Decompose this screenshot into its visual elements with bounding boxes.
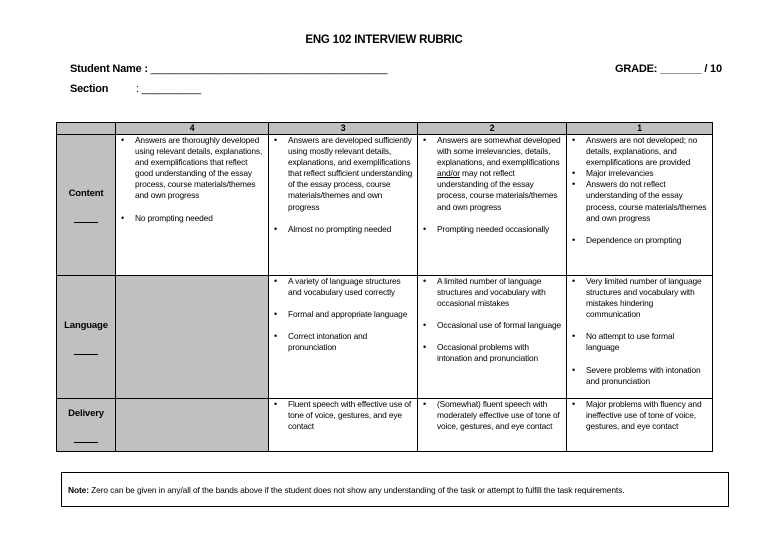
content-band-1-cell: [567, 135, 713, 276]
content-2-item-1-part-a: Answers are somewhat developed with some irrelevancies, details, explanations, and: [437, 135, 561, 168]
note-box: [61, 472, 729, 507]
content-row: [57, 135, 713, 276]
content-1-item-2: • Major irrelevancies: [567, 168, 712, 179]
band-1-header: 1: [567, 123, 713, 135]
note-text: Zero can be given in any/all of the bands above if the student does not show any understanding of the task or attempt to fulfill the task requirements.: [88, 485, 625, 495]
content-3-item-1: • Answers are developed sufficiently using mostly relevant details, explanations, and exemplifications that reflect sufficient understanding of the essay process, course materials/themes and own progress: [269, 135, 417, 213]
language-label: Language: [64, 319, 108, 331]
language-1-item-1: • Very limited number of language structures and vocabulary with mistakes hindering communication: [567, 276, 712, 320]
delivery-band-1-cell: [567, 399, 713, 452]
content-label: Content: [68, 187, 104, 199]
language-band-4-cell: [116, 276, 269, 399]
note-label: Note:: [68, 485, 89, 495]
content-band-2-cell: [418, 135, 567, 276]
delivery-1-item-1: • Major problems with fluency and ineffective use of tone of voice, gestures, and eye contact: [567, 399, 712, 432]
content-1-item-3: • Answers do not reflect understanding of the essay process, course materials/themes and own progress: [567, 179, 712, 223]
content-1-item-4: • Dependence on prompting: [567, 235, 712, 246]
document-title: ENG 102 INTERVIEW RUBRIC: [305, 34, 463, 46]
content-4-item-1: • Answers are thoroughly developed using relevant details, explanations, and exemplifications that reflect good understanding of the essay process, course materials/themes and own progress: [116, 135, 268, 202]
student-name-field: [70, 63, 387, 75]
language-2-item-3: • Occasional problems with intonation and pronunciation: [418, 342, 566, 364]
language-band-3-cell: [269, 276, 418, 399]
content-row-header: [57, 135, 116, 276]
band-2-header: 2: [418, 123, 567, 135]
section-field: [70, 83, 201, 95]
language-band-1-cell: [567, 276, 713, 399]
content-score-blank: [74, 222, 98, 223]
language-row-header: [57, 276, 116, 399]
content-3-item-2: • Almost no prompting needed: [269, 224, 417, 235]
language-row: [57, 276, 713, 399]
section-label: Section: [70, 83, 109, 95]
language-1-item-2: • No attempt to use formal language: [567, 331, 712, 353]
language-3-item-3: • Correct intonation and pronunciation: [269, 331, 417, 353]
band-4-header: 4: [116, 123, 269, 135]
section-blank: : __________: [136, 83, 201, 95]
delivery-band-2-cell: [418, 399, 567, 452]
content-band-4-cell: [116, 135, 269, 276]
content-2-item-1-part-c: may not reflect understanding of the essay process, course materials/themes and own progress: [437, 168, 558, 212]
language-1-item-3: • Severe problems with intonation and pronunciation: [567, 365, 712, 387]
delivery-row: [57, 399, 713, 452]
delivery-band-4-cell: [116, 399, 269, 452]
grade-field: [615, 63, 722, 75]
rubric-header-row: [57, 123, 713, 135]
rubric-table: [56, 122, 713, 452]
delivery-score-blank: [74, 442, 98, 443]
delivery-band-3-cell: [269, 399, 418, 452]
content-1-item-1: • Answers are not developed; no details, explanations, and exemplifications are provided: [567, 135, 712, 168]
delivery-3-item-1: • Fluent speech with effective use of tone of voice, gestures, and eye contact: [269, 399, 417, 432]
language-band-2-cell: [418, 276, 567, 399]
language-2-item-2: • Occasional use of formal language: [418, 320, 566, 331]
language-3-item-2: • Formal and appropriate language: [269, 309, 417, 320]
content-band-3-cell: [269, 135, 418, 276]
student-name-label: Student Name :: [70, 63, 148, 75]
language-2-item-1: • A limited number of language structures and vocabulary with occasional mistakes: [418, 276, 566, 309]
content-2-item-2: • Prompting needed occasionally: [418, 224, 566, 235]
content-2-item-1-part-b: exemplifications: [502, 157, 560, 168]
language-3-item-1: • A variety of language structures and vocabulary used correctly: [269, 276, 417, 298]
content-4-item-2: • No prompting needed: [116, 213, 268, 224]
student-name-blank: ________________________________________: [150, 63, 388, 75]
delivery-2-item-1: • (Somewhat) fluent speech with moderately effective use of tone of voice, gestures, and eye contact: [418, 399, 566, 432]
corner-cell: [57, 123, 116, 135]
language-score-blank: [74, 354, 98, 355]
grade-label: GRADE:: [615, 63, 658, 75]
content-2-item-1: [418, 135, 566, 213]
band-3-header: 3: [269, 123, 418, 135]
content-2-item-1-andor: and/or: [437, 168, 460, 179]
delivery-label: Delivery: [68, 407, 104, 419]
delivery-row-header: [57, 399, 116, 452]
grade-blank: _______ / 10: [660, 63, 722, 75]
